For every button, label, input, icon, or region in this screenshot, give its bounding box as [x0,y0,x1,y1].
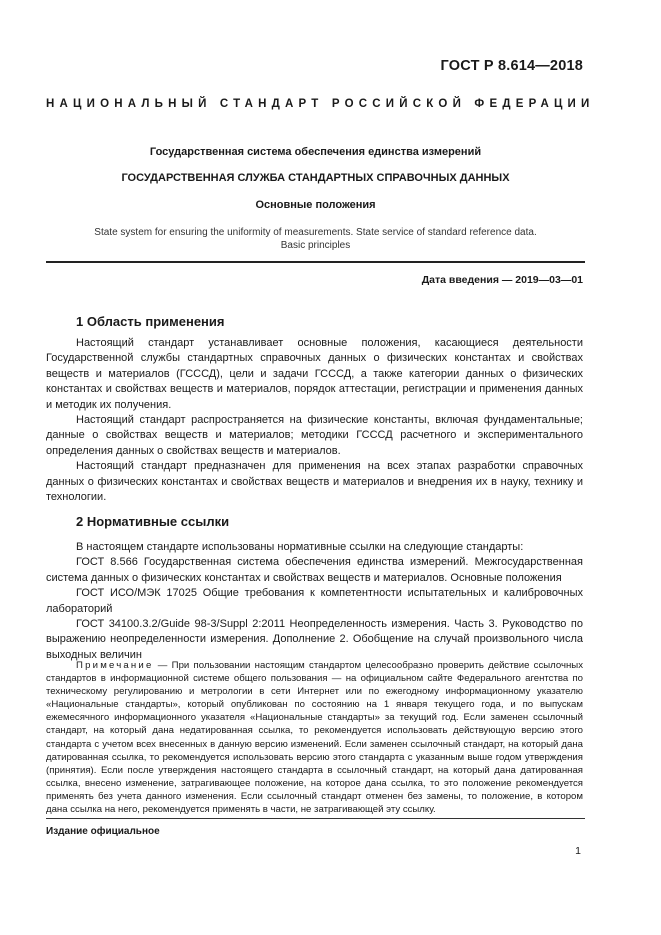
title-line-3: Основные положения [255,199,376,211]
section-2-paragraph: ГОСТ 34100.3.2/Guide 98-3/Suppl 2:2011 Неопределенность измерения. Часть 3. Руководство по выражению неопределенности измерения. Дополнение 2. Обобщение на случай произвольного числа выходных величин [46,618,583,661]
section-1-heading: 1 Область применения [76,314,225,329]
section-2-paragraph: ГОСТ 8.566 Государственная система обеспечения единства измерений. Межгосударственная система данных о физических константах и свойствах веществ и материалов. Основные положения [46,556,583,584]
title-divider [46,261,585,263]
official-edition-label: Издание официальное [46,826,160,837]
title-line-1: Государственная система обеспечения единства измерений [149,146,482,158]
section-2-body [46,540,583,663]
english-title [46,226,585,252]
page-number: 1 [575,845,581,857]
section-1-paragraph: Настоящий стандарт устанавливает основные положения, касающиеся деятельности Государственной службы стандартных справочных данных о физических константах и свойствах веществ и материалов (ГСССД), цели и задачи ГСССД, а также категории данных о физических константах и свойствах веществ и материалов, порядок аттестации, регистрации и применения данных и методик их получения. [46,337,583,411]
section-1-body [46,336,583,505]
note-text: — При пользовании настоящим стандартом целесообразно проверить действие ссылочных стандартов в информационной системе общего пользования — на официальном сайте Федерального агентства по техническому регулированию и метрологии в сети Интернет или по ежегодному информационному указателю «Национальные стандарты», который опубликован по состоянию на 1 января текущего года, и по выпускам ежемесячного информационного указателя «Национальные стандарты» за текущий год. Если заменен ссылочный стандарт, на который дана недатированная ссылка, то рекомендуется использовать действующую версию этого стандарта с учетом всех внесенных в данную версию изменений. Если заменен ссылочный стандарт, на который дана датированная ссылка, то рекомендуется использовать версию этого стандарта с указанным выше годом утверждения (принятия). Если после утверждения настоящего стандарта в ссылочный стандарт, на который дана датированная ссылка, внесено изменение, затрагивающее положение, на которое дана ссылка, то это положение рекомендуется применять без учета данного изменения. Если ссылочный стандарт отменен без замены, то положение, в котором дана ссылка на него, рекомендуется применять в части, не затрагивающей эту ссылку. [46,660,583,816]
section-1-paragraph: Настоящий стандарт предназначен для применения на всех этапах разработки справочных данных о физических константах и свойствах веществ и материалов и внедрения их в науку, технику и технологии. [46,460,583,504]
national-standard-banner: НАЦИОНАЛЬНЫЙ СТАНДАРТ РОССИЙСКОЙ ФЕДЕРАЦИИ [46,98,595,110]
standard-code: ГОСТ Р 8.614—2018 [440,58,583,74]
english-title-line-1: State system for ensuring the uniformity of measurements. State service of standard reference data. [94,227,537,238]
note-label: Примечание [76,660,154,671]
english-title-line-2: Basic principles [280,240,351,251]
section-2-heading: 2 Нормативные ссылки [76,514,230,529]
footer-divider [46,818,585,819]
section-2-paragraph: В настоящем стандарте использованы нормативные ссылки на следующие стандарты: [76,541,524,553]
title-line-2: ГОСУДАРСТВЕННАЯ СЛУЖБА СТАНДАРТНЫХ СПРАВОЧНЫХ ДАННЫХ [121,172,510,184]
note-block [46,659,583,816]
section-2-paragraph: ГОСТ ИСО/МЭК 17025 Общие требования к компетентности испытательных и калибровочных лабораторий [46,587,583,615]
section-1-paragraph: Настоящий стандарт распространяется на физические константы, включая фундаментальные; данные о свойствах веществ и материалов; методики ГСССД расчетного и экспериментального определения данных о свойствах веществ и материалов. [46,414,583,457]
introduction-date: Дата введения — 2019—03—01 [421,274,583,286]
